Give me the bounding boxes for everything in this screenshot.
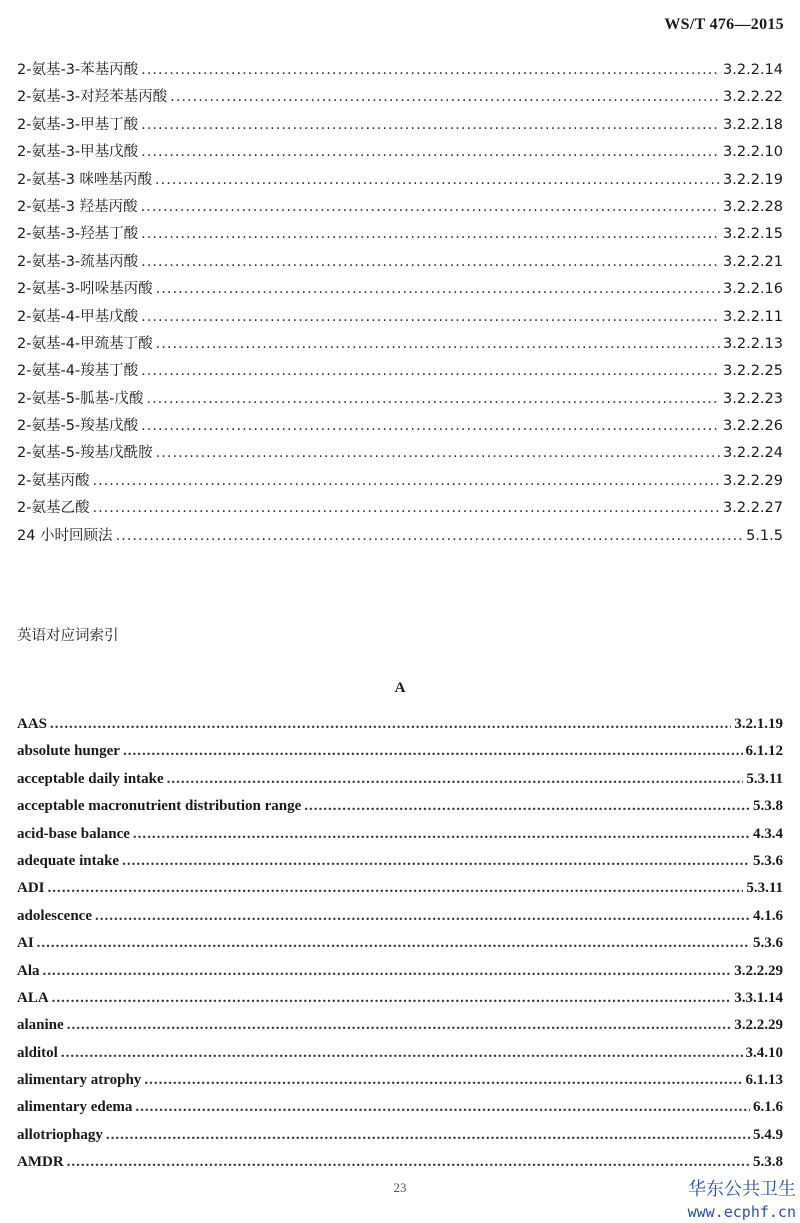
clause-reference: 3.2.2.10: [723, 144, 783, 161]
index-term: alimentary atrophy: [17, 1072, 142, 1089]
index-term: absolute hunger: [17, 743, 120, 760]
index-term: adequate intake: [17, 852, 120, 869]
index-entry: [17, 140, 783, 167]
index-entry: [17, 113, 783, 140]
index-term: AAS: [17, 716, 48, 732]
index-entry: [17, 496, 783, 523]
clause-reference: 5.1.5: [746, 527, 783, 544]
clause-reference: 5.3.8: [753, 1154, 783, 1171]
index-entry: [17, 414, 783, 441]
dot-leader: [92, 500, 720, 516]
dot-leader: [146, 391, 720, 407]
index-entry: [17, 359, 783, 386]
index-entry: [17, 168, 783, 195]
index-term: 2-氨基-5-羧基戊酸: [17, 418, 139, 435]
clause-reference: 3.2.2.23: [723, 390, 783, 407]
index-term: 2-氨基丙酸: [17, 472, 90, 489]
dot-leader: [61, 1045, 743, 1062]
index-term: 2-氨基乙酸: [17, 500, 90, 517]
dot-leader: [43, 963, 732, 980]
dot-leader: [135, 1099, 750, 1116]
dot-leader: [106, 1127, 750, 1144]
english-index-title: 英语对应词索引: [17, 628, 119, 644]
dot-leader: [144, 1072, 742, 1089]
index-term: alanine: [17, 1017, 64, 1034]
index-entry: [17, 250, 783, 277]
dot-leader: [52, 990, 732, 1007]
index-letter-heading: A: [394, 680, 406, 696]
clause-reference: 3.2.2.15: [723, 226, 783, 243]
index-entry: [17, 963, 783, 990]
index-term: alimentary edema: [17, 1099, 133, 1116]
index-term: ADI: [17, 880, 45, 897]
dot-leader: [141, 363, 720, 379]
index-entry: [17, 1127, 783, 1154]
index-term: 2-氨基-5-羧基戊酰胺: [17, 445, 153, 462]
index-term: 2-氨基-3-羟基丁酸: [17, 226, 139, 243]
index-term: 2-氨基-5-胍基-戊酸: [17, 390, 144, 407]
index-term: 2-氨基-3-甲基戊酸: [17, 144, 139, 161]
dot-leader: [155, 172, 720, 188]
clause-reference: 5.4.9: [753, 1126, 783, 1143]
index-term: ALA: [17, 989, 49, 1006]
clause-reference: 3.2.2.18: [723, 116, 783, 133]
dot-leader: [141, 418, 720, 434]
dot-leader: [133, 826, 750, 843]
clause-reference: 3.2.2.13: [723, 335, 783, 352]
clause-reference: 5.3.11: [746, 880, 783, 897]
clause-reference: 3.2.2.21: [723, 253, 783, 270]
index-entry: [17, 908, 783, 935]
index-term: 2-氨基-3-对羟苯基丙酸: [17, 89, 168, 106]
clause-reference: 6.1.12: [745, 743, 783, 760]
index-term: 24 小时回顾法: [17, 527, 113, 544]
clause-reference: 3.2.2.24: [723, 445, 783, 462]
clause-reference: 4.3.4: [753, 825, 783, 842]
clause-reference: 3.4.10: [745, 1044, 783, 1061]
chinese-index-list: [17, 58, 783, 551]
index-term: 2-氨基-3-吲哚基丙酸: [17, 281, 153, 298]
index-term: 2-氨基-3-巯基丙酸: [17, 253, 139, 270]
index-entry: [17, 387, 783, 414]
index-entry: [17, 1017, 783, 1044]
dot-leader: [167, 771, 744, 788]
dot-leader: [95, 908, 750, 925]
dot-leader: [141, 199, 721, 215]
dot-leader: [156, 336, 720, 352]
dot-leader: [156, 281, 720, 297]
index-entry: [17, 524, 783, 551]
site-watermark[interactable]: [688, 1178, 796, 1223]
clause-reference: 6.1.13: [745, 1072, 783, 1089]
dot-leader: [92, 473, 720, 489]
index-entry: [17, 798, 783, 825]
clause-reference: 3.2.2.25: [723, 363, 783, 380]
index-entry: [17, 935, 783, 962]
index-entry: [17, 853, 783, 880]
index-term: adolescence: [17, 907, 92, 924]
index-entry: [17, 1154, 783, 1181]
index-entry: [17, 222, 783, 249]
clause-reference: 3.2.2.11: [723, 308, 783, 325]
index-term: alditol: [17, 1044, 58, 1061]
page-number: 23: [393, 1180, 407, 1195]
clause-reference: 3.2.2.29: [734, 1017, 783, 1034]
index-term: 2-氨基-3-甲基丁酸: [17, 116, 139, 133]
watermark-name: 华东公共卫生: [688, 1179, 796, 1200]
index-term: 2-氨基-3 羟基丙酸: [17, 198, 138, 215]
index-entry: [17, 716, 783, 743]
english-index-list: [17, 716, 783, 1182]
clause-reference: 6.1.6: [753, 1099, 783, 1116]
index-entry: [17, 277, 783, 304]
clause-reference: 3.2.2.22: [723, 89, 783, 106]
clause-reference: 5.3.11: [746, 770, 783, 787]
index-term: 2-氨基-4-羧基丁酸: [17, 363, 139, 380]
dot-leader: [141, 226, 720, 242]
dot-leader: [141, 117, 720, 133]
document-code-header: WS/T 476—2015: [664, 16, 784, 33]
index-term: acceptable macronutrient distribution range: [17, 798, 302, 815]
index-entry: [17, 58, 783, 85]
index-term: 2-氨基-3-苯基丙酸: [17, 62, 139, 78]
index-entry: [17, 990, 783, 1017]
dot-leader: [156, 445, 720, 461]
dot-leader: [122, 853, 750, 870]
clause-reference: 5.3.8: [753, 798, 783, 815]
clause-reference: 5.3.6: [753, 935, 783, 952]
dot-leader: [37, 935, 750, 952]
index-entry: [17, 441, 783, 468]
watermark-url[interactable]: www.ecphf.cn: [687, 1203, 796, 1222]
dot-leader: [116, 528, 744, 544]
clause-reference: 3.2.2.14: [723, 62, 783, 78]
index-entry: [17, 771, 783, 798]
index-entry: [17, 1072, 783, 1099]
clause-reference: 3.2.2.19: [723, 171, 783, 188]
dot-leader: [141, 144, 720, 160]
clause-reference: 3.2.1.19: [734, 716, 783, 732]
index-entry: [17, 332, 783, 359]
clause-reference: 3.2.2.28: [723, 198, 783, 215]
dot-leader: [67, 1017, 732, 1034]
index-term: acceptable daily intake: [17, 770, 164, 787]
clause-reference: 3.2.2.16: [723, 281, 783, 298]
clause-reference: 3.2.2.29: [723, 472, 783, 489]
index-entry: [17, 1099, 783, 1126]
dot-leader: [50, 716, 731, 733]
index-term: acid-base balance: [17, 825, 130, 842]
index-entry: [17, 1045, 783, 1072]
index-term: Ala: [17, 962, 40, 979]
index-term: 2-氨基-4-甲基戊酸: [17, 308, 139, 325]
clause-reference: 3.3.1.14: [734, 989, 783, 1006]
index-term: AI: [17, 935, 34, 952]
dot-leader: [170, 89, 720, 105]
index-term: 2-氨基-4-甲巯基丁酸: [17, 335, 153, 352]
dot-leader: [304, 798, 750, 815]
index-term: allotriophagy: [17, 1126, 103, 1143]
dot-leader: [48, 880, 744, 897]
index-entry: [17, 826, 783, 853]
index-entry: [17, 85, 783, 112]
clause-reference: 3.2.2.27: [723, 500, 783, 517]
index-entry: [17, 880, 783, 907]
dot-leader: [141, 254, 720, 270]
clause-reference: 4.1.6: [753, 907, 783, 924]
dot-leader: [141, 309, 720, 325]
clause-reference: 5.3.6: [753, 852, 783, 869]
clause-reference: 3.2.2.29: [734, 962, 783, 979]
index-entry: [17, 469, 783, 496]
clause-reference: 3.2.2.26: [723, 418, 783, 435]
index-entry: [17, 743, 783, 770]
index-term: 2-氨基-3 咪唑基丙酸: [17, 171, 153, 188]
index-term: AMDR: [17, 1154, 64, 1171]
dot-leader: [141, 62, 720, 78]
dot-leader: [123, 743, 743, 760]
index-entry: [17, 305, 783, 332]
index-entry: [17, 195, 783, 222]
dot-leader: [67, 1154, 750, 1171]
